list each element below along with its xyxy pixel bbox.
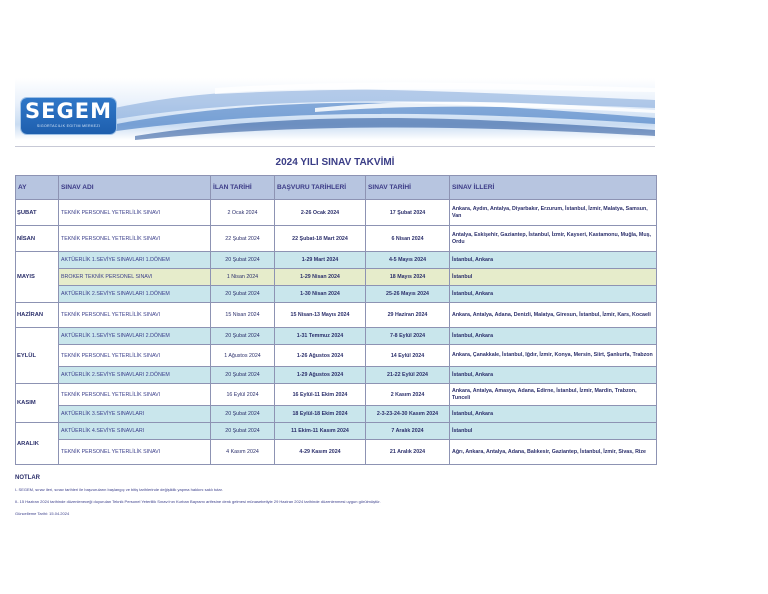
exam-cities: İstanbul, Ankara	[450, 328, 657, 345]
logo-subtitle: SIGORTACILIK EGITIM MERKEZI	[36, 124, 101, 128]
page-title: 2024 YILI SINAV TAKVİMİ	[15, 146, 655, 175]
note-line-2: II- 15 Haziran 2024 tarihinde düzenleneceği duyurulan Teknik Personel Yeterlilik Sınavı'nın Kurban Bayramı arifesine denk gelmesi münasebetiyle 29 Haziran 2024 tarihinde düzenlenmesi uygun görülmüştür.	[15, 499, 381, 504]
application-dates: 1-26 Ağustos 2024	[275, 345, 366, 367]
exam-name: TEKNİK PERSONEL YETERLİLİK SINAVI	[59, 384, 211, 406]
exam-cities: İstanbul	[450, 269, 657, 286]
exam-cities: Ankara, Aydın, Antalya, Diyarbakır, Erzurum, İstanbul, İzmir, Malatya, Samsun, Van	[450, 200, 657, 226]
table-row	[16, 367, 657, 384]
announce-date: 20 Şubat 2024	[211, 367, 275, 384]
application-dates: 1-30 Nisan 2024	[275, 286, 366, 303]
month-cell: NİSAN	[16, 226, 59, 252]
exam-name: AKTÜERLİK 2.SEVİYE SINAVLARI 1.DÖNEM	[59, 286, 211, 303]
month-cell: ŞUBAT	[16, 200, 59, 226]
exam-name: TEKNİK PERSONEL YETERLİLİK SINAVI	[59, 303, 211, 328]
exam-date: 21-22 Eylül 2024	[366, 367, 450, 384]
logo-text: SEGEM	[25, 99, 112, 123]
announce-date: 20 Şubat 2024	[211, 406, 275, 423]
month-cell: KASIM	[16, 384, 59, 423]
exam-name: TEKNİK PERSONEL YETERLİLİK SINAVI	[59, 345, 211, 367]
table-row	[16, 303, 657, 328]
exam-name: AKTÜERLİK 1.SEVİYE SINAVLARI 2.DÖNEM	[59, 328, 211, 345]
application-dates: 1-29 Ağustos 2024	[275, 367, 366, 384]
announce-date: 20 Şubat 2024	[211, 423, 275, 440]
exam-date: 2-3-23-24-30 Kasım 2024	[366, 406, 450, 423]
col-header-ay: AY	[16, 176, 59, 200]
notes-section	[15, 475, 655, 523]
table-row	[16, 406, 657, 423]
month-cell: ARALIK	[16, 423, 59, 465]
table-header-row	[16, 176, 657, 200]
exam-name: AKTÜERLİK 2.SEVİYE SINAVLARI 2.DÖNEM	[59, 367, 211, 384]
col-header-sinav-tarihi: SINAV TARİHİ	[366, 176, 450, 200]
exam-name: TEKNİK PERSONEL YETERLİLİK SINAVI	[59, 200, 211, 226]
application-dates: 1-31 Temmuz 2024	[275, 328, 366, 345]
exam-name: BROKER TEKNİK PERSONEL SINAVI	[59, 269, 211, 286]
table-row	[16, 269, 657, 286]
table-row	[16, 345, 657, 367]
exam-cities: Ağrı, Ankara, Antalya, Adana, Balıkesir, Gaziantep, İstanbul, İzmir, Sivas, Rize	[450, 440, 657, 465]
exam-date: 2 Kasım 2024	[366, 384, 450, 406]
exam-cities: Ankara, Antalya, Adana, Denizli, Malatya, Giresun, İstanbul, İzmir, Kars, Kocaeli	[450, 303, 657, 328]
exam-cities: Ankara, Antalya, Amasya, Adana, Edirne, İstanbul, İzmir, Mardin, Trabzon, Tunceli	[450, 384, 657, 406]
segem-logo	[21, 98, 116, 134]
exam-date: 17 Şubat 2024	[366, 200, 450, 226]
exam-cities: İstanbul, Ankara	[450, 252, 657, 269]
exam-cities: İstanbul, Ankara	[450, 406, 657, 423]
col-header-basvuru-tarihleri: BAŞVURU TARİHLERİ	[275, 176, 366, 200]
application-dates: 11 Ekim-11 Kasım 2024	[275, 423, 366, 440]
month-cell: MAYIS	[16, 252, 59, 303]
table-row	[16, 286, 657, 303]
announce-date: 20 Şubat 2024	[211, 252, 275, 269]
exam-date: 25-26 Mayıs 2024	[366, 286, 450, 303]
exam-cities: İstanbul, Ankara	[450, 367, 657, 384]
notes-title: NOTLAR	[15, 475, 40, 481]
exam-calendar-table	[15, 175, 657, 465]
exam-cities: Antalya, Eskişehir, Gaziantep, İstanbul, İzmir, Kayseri, Kastamonu, Muğla, Muş, Ordu	[450, 226, 657, 252]
announce-date: 1 Ağustos 2024	[211, 345, 275, 367]
announce-date: 4 Kasım 2024	[211, 440, 275, 465]
announce-date: 20 Şubat 2024	[211, 328, 275, 345]
update-date: Güncelleme Tarihi: 15.04.2024	[15, 511, 70, 516]
exam-name: AKTÜERLİK 3.SEVİYE SINAVLARI	[59, 406, 211, 423]
exam-date: 14 Eylül 2024	[366, 345, 450, 367]
announce-date: 2 Ocak 2024	[211, 200, 275, 226]
application-dates: 15 Nisan-13 Mayıs 2024	[275, 303, 366, 328]
col-header-sinav-adi: SINAV ADI	[59, 176, 211, 200]
application-dates: 18 Eylül-18 Ekim 2024	[275, 406, 366, 423]
announce-date: 16 Eylül 2024	[211, 384, 275, 406]
note-line-1: I- SEGEM, sınav ileri, sınav tarihleri ile başvuruların başlangıç ve bitiş tarihlerinde değişiklik yapma hakkını saklı tutar.	[15, 487, 223, 492]
table-row	[16, 440, 657, 465]
application-dates: 1-29 Nisan 2024	[275, 269, 366, 286]
col-header-sinav-illeri: SINAV İLLERİ	[450, 176, 657, 200]
exam-date: 7-8 Eylül 2024	[366, 328, 450, 345]
exam-name: AKTÜERLİK 1.SEVİYE SINAVLARI 1.DÖNEM	[59, 252, 211, 269]
exam-cities: Ankara, Çanakkale, İstanbul, Iğdır, İzmir, Konya, Mersin, Siirt, Şanlıurfa, Trabzon	[450, 345, 657, 367]
exam-name: TEKNİK PERSONEL YETERLİLİK SINAVI	[59, 226, 211, 252]
application-dates: 22 Şubat-18 Mart 2024	[275, 226, 366, 252]
announce-date: 1 Nisan 2024	[211, 269, 275, 286]
month-cell: EYLÜL	[16, 328, 59, 384]
exam-date: 29 Haziran 2024	[366, 303, 450, 328]
exam-date: 18 Mayıs 2024	[366, 269, 450, 286]
exam-cities: İstanbul	[450, 423, 657, 440]
application-dates: 16 Eylül-11 Ekim 2024	[275, 384, 366, 406]
announce-date: 22 Şubat 2024	[211, 226, 275, 252]
col-header-ilan-tarihi: İLAN TARİHİ	[211, 176, 275, 200]
application-dates: 2-26 Ocak 2024	[275, 200, 366, 226]
exam-date: 21 Aralık 2024	[366, 440, 450, 465]
exam-date: 7 Aralık 2024	[366, 423, 450, 440]
table-row	[16, 423, 657, 440]
month-cell: HAZİRAN	[16, 303, 59, 328]
exam-name: TEKNİK PERSONEL YETERLİLİK SINAVI	[59, 440, 211, 465]
exam-date: 4-5 Mayıs 2024	[366, 252, 450, 269]
header-banner	[15, 78, 655, 140]
table-row	[16, 384, 657, 406]
table-row	[16, 328, 657, 345]
announce-date: 15 Nisan 2024	[211, 303, 275, 328]
table-row	[16, 226, 657, 252]
announce-date: 20 Şubat 2024	[211, 286, 275, 303]
exam-cities: İstanbul, Ankara	[450, 286, 657, 303]
exam-date: 6 Nisan 2024	[366, 226, 450, 252]
table-row	[16, 252, 657, 269]
application-dates: 1-29 Mart 2024	[275, 252, 366, 269]
exam-name: AKTÜERLİK 4.SEVİYE SINAVLARI	[59, 423, 211, 440]
application-dates: 4-29 Kasım 2024	[275, 440, 366, 465]
table-row	[16, 200, 657, 226]
